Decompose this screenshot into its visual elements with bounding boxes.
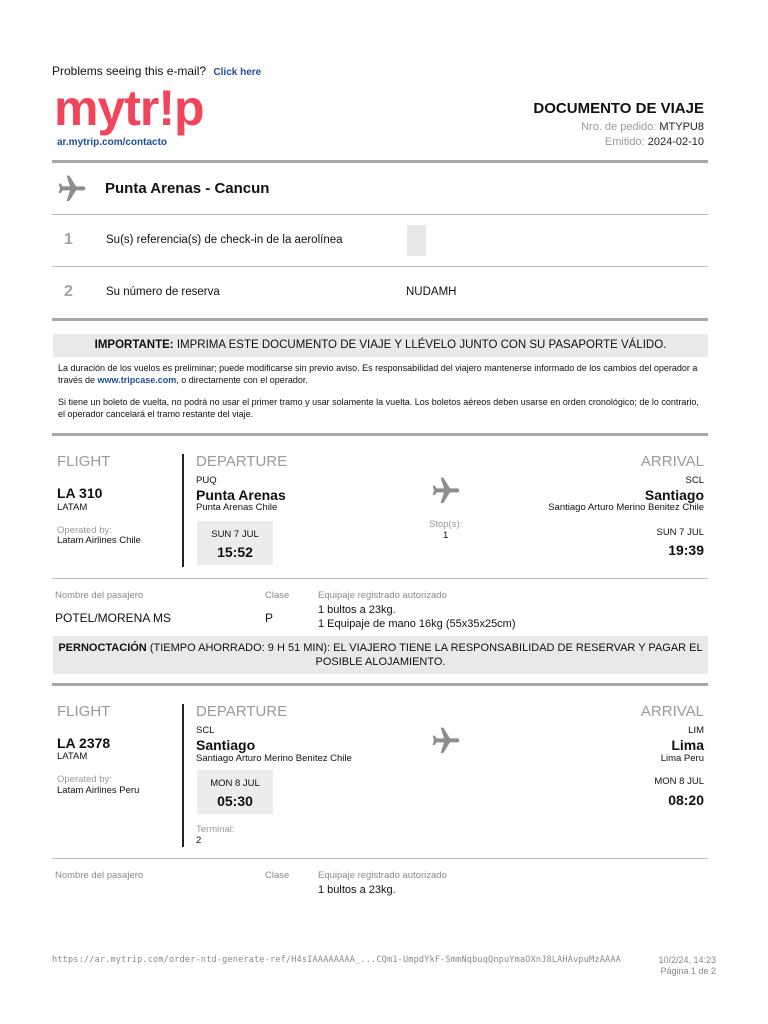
divider: [52, 214, 708, 215]
baggage-item: 1 Equipaje de mano 16kg (55x35x25cm): [318, 618, 516, 630]
booking-number-label: Su número de reserva: [106, 286, 220, 298]
divider: [52, 683, 708, 686]
overnight-label: PERNOCTACIÓN: [58, 642, 147, 654]
class-value: P: [265, 611, 274, 625]
route-title: Punta Arenas - Cancun: [105, 180, 270, 197]
operator-name: Latam Airlines Chile: [57, 535, 141, 546]
notice-text: , o directamente con el operador.: [176, 375, 308, 385]
click-here-link[interactable]: Click here: [213, 67, 262, 78]
overnight-banner: [53, 636, 708, 674]
departure-airport: Santiago Arturo Merino Benitez Chile: [196, 753, 352, 764]
passenger-name: POTEL/MORENA MS: [55, 611, 172, 625]
operated-by-label: Operated by:: [57, 525, 112, 536]
notice-paragraph: Si tiene un boleto de vuelta, no podrá no usar el primer tramo y usar solamente la vuelta. Los boletos aéreos deben usarse en orden cronológico; de lo contrario, el operador cancelará el tramo restante del viaje.: [58, 397, 699, 419]
step-number: 1: [64, 231, 73, 248]
departure-airport: Punta Arenas Chile: [196, 502, 278, 513]
departure-city: Santiago: [196, 737, 256, 753]
problems-note: [52, 64, 261, 78]
airplane-icon: [427, 475, 465, 507]
issued-date: [605, 136, 704, 148]
terminal-value: 2: [196, 835, 202, 846]
divider: [52, 433, 708, 436]
notice-text: La duración de los vuelos es preliminar; puede modificarse sin previo aviso. Es responsabilidad del viajero mantenerse informado de los cambios del operador a través de: [58, 363, 698, 385]
operated-by-label: Operated by:: [57, 774, 112, 785]
order-number: [581, 121, 704, 133]
arrival-time: 19:39: [668, 542, 704, 558]
arrival-airport: Santiago Arturo Merino Benitez Chile: [548, 502, 704, 513]
passenger-name-header: Nombre del pasajero: [55, 590, 144, 601]
document-title: DOCUMENTO DE VIAJE: [533, 100, 704, 117]
booking-number-value: NUDAMH: [406, 286, 457, 298]
terminal-label: Terminal:: [196, 824, 235, 835]
flight-number: LA 2378: [57, 735, 111, 751]
footer-page-number: Página 1 de 2: [660, 966, 716, 976]
column-divider: [182, 454, 184, 567]
baggage-item: 1 bultos a 23kg.: [318, 884, 396, 896]
issued-label: Emitido:: [604, 136, 645, 148]
stops-value: 1: [443, 530, 449, 541]
order-label: Nro. de pedido:: [581, 121, 657, 133]
passenger-name-header: Nombre del pasajero: [55, 870, 144, 881]
baggage-header: Equipaje registrado autorizado: [318, 590, 447, 601]
stops-label: Stop(s):: [429, 519, 463, 530]
class-header: Clase: [265, 870, 290, 881]
notice-paragraph: [58, 362, 706, 386]
column-divider: [182, 704, 184, 847]
divider: [52, 266, 708, 267]
flight-number: LA 310: [57, 485, 103, 501]
airline-name: LATAM: [57, 751, 88, 762]
divider: [52, 318, 708, 321]
airline-name: LATAM: [57, 502, 88, 513]
departure-section-label: DEPARTURE: [196, 453, 288, 470]
departure-time: 05:30: [217, 793, 253, 809]
checkin-reference-value: [407, 225, 426, 256]
arrival-airport: Lima Peru: [660, 753, 704, 764]
arrival-date: MON 8 JUL: [654, 776, 704, 787]
important-label: IMPORTANTE:: [94, 339, 174, 351]
issued-value: 2024-02-10: [647, 136, 704, 148]
overnight-text: (TIEMPO AHORRADO: 9 H 51 MIN): EL VIAJERO TIENE LA RESPONSABILIDAD DE RESERVAR Y PAGAR EL POSIBLE ALOJAMIENTO.: [149, 642, 703, 668]
order-value: MTYPU8: [659, 121, 704, 133]
flight-section-label: FLIGHT: [57, 703, 111, 720]
problems-text: Problems seeing this e-mail?: [52, 64, 207, 78]
baggage-header: Equipaje registrado autorizado: [318, 870, 447, 881]
flight-section-label: FLIGHT: [57, 453, 111, 470]
arrival-city: Lima: [671, 737, 704, 753]
mytrip-logo[interactable]: mytr!p: [54, 80, 204, 136]
departure-date: MON 8 JUL: [210, 778, 260, 789]
arrival-code: SCL: [685, 475, 704, 486]
arrival-section-label: ARRIVAL: [640, 453, 704, 470]
step-number: 2: [64, 283, 73, 300]
tripcase-link[interactable]: www.tripcase.com: [97, 375, 177, 385]
departure-code: PUQ: [196, 475, 217, 486]
airplane-icon: [427, 725, 465, 757]
arrival-time: 08:20: [668, 792, 704, 808]
arrival-date: SUN 7 JUL: [656, 527, 704, 538]
arrival-city: Santiago: [644, 487, 704, 503]
important-banner: [53, 334, 708, 357]
footer-url: https://ar.mytrip.com/order-ntd-generate-ref/H4sIAAAAAAAA_...CQm1-UmpdYkF-SmmNqbuqQnpuYmaOXnJ8LAHAvpuMzAAAA: [52, 955, 621, 965]
operator-name: Latam Airlines Peru: [57, 785, 140, 796]
arrival-section-label: ARRIVAL: [640, 703, 704, 720]
important-text: IMPRIMA ESTE DOCUMENTO DE VIAJE Y LLÉVELO JUNTO CON SU PASAPORTE VÁLIDO.: [176, 339, 667, 351]
checkin-reference-label: Su(s) referencia(s) de check-in de la aerolínea: [106, 234, 343, 246]
divider: [52, 578, 708, 579]
departure-time: 15:52: [217, 544, 253, 560]
arrival-code: LIM: [688, 725, 704, 736]
departure-date: SUN 7 JUL: [211, 529, 259, 540]
airplane-icon: [53, 173, 91, 205]
baggage-item: 1 bultos a 23kg.: [318, 604, 396, 616]
departure-datetime: [197, 770, 273, 814]
footer-datetime: 10/2/24, 14:23: [658, 955, 716, 965]
departure-section-label: DEPARTURE: [196, 703, 288, 720]
departure-code: SCL: [196, 725, 215, 736]
contact-link[interactable]: ar.mytrip.com/contacto: [57, 137, 168, 148]
footer-page-info: [658, 955, 716, 977]
divider: [52, 858, 708, 859]
divider: [52, 160, 708, 163]
departure-city: Punta Arenas: [196, 487, 286, 503]
class-header: Clase: [265, 590, 290, 601]
departure-datetime: [197, 521, 273, 565]
